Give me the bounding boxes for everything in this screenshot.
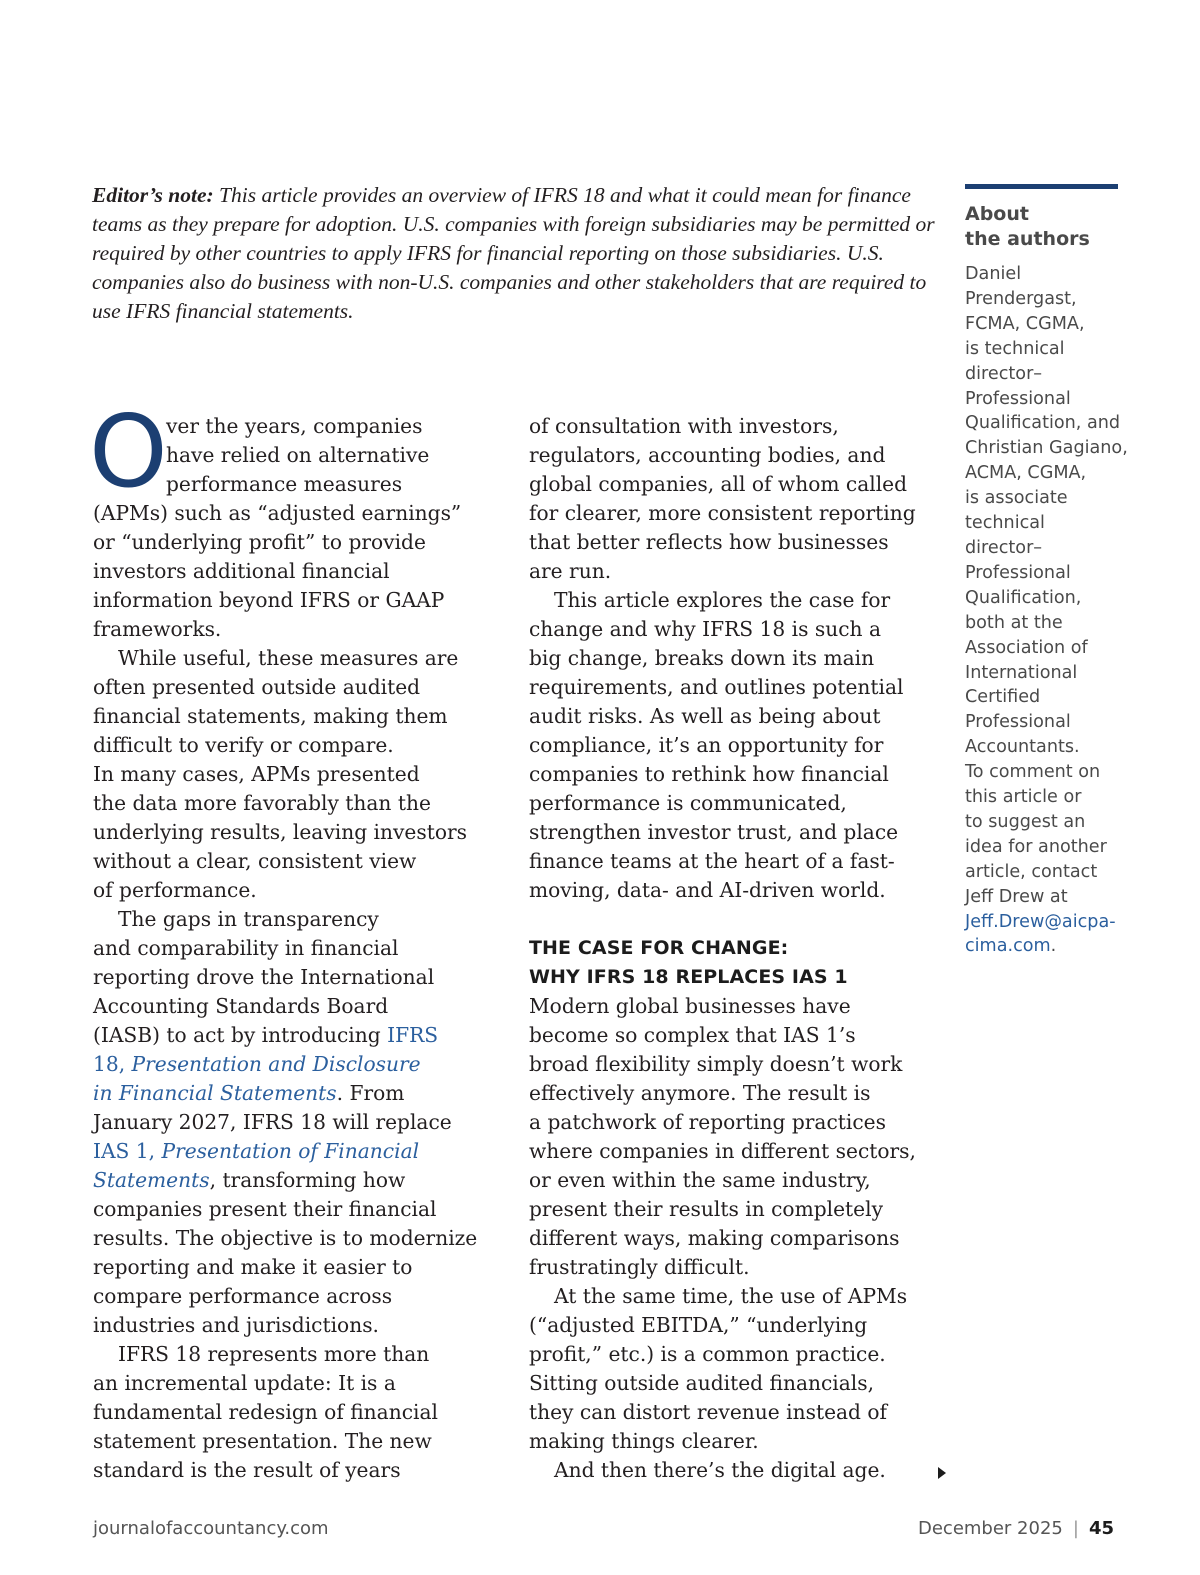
sidebar-line: this article or [965, 787, 1082, 808]
ias1-link-title: Presentation of Financial [161, 1139, 420, 1163]
text-line: And then there’s the digital age. [554, 1458, 886, 1482]
text-line: global companies, all of whom called [529, 472, 908, 496]
text-line: (APMs) such as “adjusted earnings” [93, 501, 462, 525]
text-line: frameworks. [93, 617, 222, 641]
sidebar-rule [965, 184, 1118, 189]
article-column-middle [529, 412, 949, 1485]
text-line: broad flexibility simply doesn’t work [529, 1052, 903, 1076]
text-line: January 2027, IFRS 18 will replace [93, 1110, 452, 1134]
sidebar-line: International [965, 662, 1078, 683]
blank-line [529, 905, 949, 934]
sidebar-line: both at the [965, 612, 1063, 633]
text-line: profit,” etc.) is a common practice. [529, 1342, 886, 1366]
text-line: financial statements, making them [93, 704, 448, 728]
email-link[interactable]: cima.com [965, 936, 1051, 957]
text-line: standard is the result of years [93, 1458, 401, 1482]
sidebar-line: Prendergast, [965, 288, 1077, 309]
text-line: The gaps in transparency [118, 907, 379, 931]
text-line [93, 1166, 513, 1195]
sidebar-line: Daniel [965, 264, 1022, 284]
sidebar-line: is technical [965, 338, 1065, 359]
text-line: an incremental update: It is a [93, 1371, 396, 1395]
sidebar-title [965, 202, 1125, 252]
text-line: are run. [529, 559, 612, 583]
text-line: of performance. [93, 878, 257, 902]
text-line: big change, breaks down its main [529, 646, 875, 670]
text-line: requirements, and outlines potential [529, 675, 904, 699]
text-line: Modern global businesses have [529, 994, 851, 1018]
text-line: and comparability in financial [93, 936, 399, 960]
sidebar-line: Accountants. [965, 737, 1080, 758]
sidebar-line: idea for another [965, 836, 1107, 857]
text-line: While useful, these measures are [118, 646, 459, 670]
sidebar-line: FCMA, CGMA, [965, 313, 1085, 334]
ifrs18-link[interactable]: 18, [93, 1052, 132, 1076]
text-line: statement presentation. The new [93, 1429, 432, 1453]
sidebar-line: Christian Gagiano, [965, 438, 1128, 459]
text-line: finance teams at the heart of a fast- [529, 849, 895, 873]
text-line: reporting and make it easier to [93, 1255, 413, 1279]
text-line: of consultation with investors, [529, 414, 839, 438]
sidebar-line: Qualification, and [965, 413, 1121, 434]
article-column-left [93, 412, 513, 1485]
sidebar-line: Professional [965, 712, 1071, 733]
text-line: compare performance across [93, 1284, 393, 1308]
text-line: difficult to verify or compare. [93, 733, 394, 757]
text-line: investors additional financial [93, 559, 390, 583]
text-line: In many cases, APMs presented [93, 762, 420, 786]
text-line: companies present their financial [93, 1197, 437, 1221]
section-heading: WHY IFRS 18 REPLACES IAS 1 [529, 966, 848, 988]
text-line: Accounting Standards Board [93, 994, 389, 1018]
email-link[interactable]: Jeff.Drew@aicpa- [965, 911, 1116, 932]
footer-page-info [918, 1518, 1114, 1539]
text-line: performance measures [166, 472, 403, 496]
sidebar-line: director– [965, 363, 1043, 384]
sidebar-line [965, 910, 1135, 935]
sidebar-line: To comment on [965, 762, 1101, 783]
text-fragment: . From [336, 1081, 405, 1105]
text-line: underlying results, leaving investors [93, 820, 467, 844]
editors-note [92, 181, 947, 326]
sidebar-line: Professional [965, 388, 1071, 409]
email-period: . [1050, 936, 1057, 957]
drop-cap: O [89, 393, 168, 510]
editors-note-text: This article provides an overview of IFRS 18 and what it could mean for finance teams as they prepare for adoption. U.S. companies with foreign subsidiaries may be permitted or required by other countries to apply IFRS for financial reporting on those subsidiaries. U.S. companies also do business with non-U.S. companies and other stakeholders that are required to use IFRS financial statements. [92, 183, 935, 323]
text-line: for clearer, more consistent reporting [529, 501, 916, 525]
text-line: become so complex that IAS 1’s [529, 1023, 856, 1047]
text-line [93, 1050, 513, 1079]
sidebar-line: article, contact [965, 861, 1098, 882]
text-line: without a clear, consistent view [93, 849, 417, 873]
text-line: industries and jurisdictions. [93, 1313, 379, 1337]
text-line: audit risks. As well as being about [529, 704, 881, 728]
text-line: ver the years, companies [166, 414, 423, 438]
footer-date: December 2025 [917, 1518, 1063, 1539]
sidebar-line: Association of [965, 637, 1088, 658]
ias1-link[interactable] [93, 1168, 210, 1192]
text-line: compliance, it’s an opportunity for [529, 733, 884, 757]
sidebar-line: Professional [965, 562, 1071, 583]
text-line: making things clearer. [529, 1429, 759, 1453]
ias1-link[interactable]: IAS 1, [93, 1139, 162, 1163]
sidebar-line: to suggest an [965, 811, 1086, 832]
sidebar-line: director– [965, 537, 1043, 558]
ifrs18-link-title: Presentation and Disclosure [131, 1052, 421, 1076]
text-line: companies to rethink how financial [529, 762, 889, 786]
sidebar-title-line: the authors [965, 228, 1090, 250]
text-line: a patchwork of reporting practices [529, 1110, 886, 1134]
sidebar-line: technical [965, 513, 1045, 534]
text-line: or even within the same industry, [529, 1168, 871, 1192]
section-heading: THE CASE FOR CHANGE: [529, 937, 789, 959]
sidebar-line: ACMA, CGMA, [965, 463, 1087, 484]
text-line: performance is communicated, [529, 791, 847, 815]
ifrs18-link[interactable] [132, 1052, 421, 1076]
continue-arrow-icon [938, 1467, 946, 1479]
sidebar-line: Jeff Drew at [965, 886, 1068, 907]
sidebar-title-line: About [965, 203, 1029, 225]
text-line [93, 1021, 513, 1050]
text-line: they can distort revenue instead of [529, 1400, 888, 1424]
text-line: different ways, making comparisons [529, 1226, 900, 1250]
text-line: the data more favorably than the [93, 791, 431, 815]
text-line [93, 1079, 513, 1108]
ifrs18-link-title: in Financial Statements [93, 1081, 337, 1105]
text-line: have relied on alternative [166, 443, 430, 467]
text-line: regulators, accounting bodies, and [529, 443, 886, 467]
text-line: information beyond IFRS or GAAP [93, 588, 445, 612]
ifrs18-link[interactable] [93, 1081, 337, 1105]
about-authors-body [965, 262, 1135, 959]
text-line [93, 1137, 513, 1166]
sidebar-line [965, 934, 1135, 959]
editors-note-lead: Editor’s note: [92, 183, 214, 207]
text-fragment: , transforming how [209, 1168, 406, 1192]
text-line: where companies in different sectors, [529, 1139, 916, 1163]
text-line: moving, data- and AI-driven world. [529, 878, 886, 902]
text-line: or “underlying profit” to provide [93, 530, 426, 554]
text-line: strengthen investor trust, and place [529, 820, 899, 844]
sidebar-line: is associate [965, 488, 1068, 509]
text-line: present their results in completely [529, 1197, 883, 1221]
text-line: fundamental redesign of financial [93, 1400, 438, 1424]
ias1-link[interactable] [161, 1139, 419, 1163]
footer-url: journalofaccountancy.com [93, 1518, 329, 1539]
text-line: reporting drove the International [93, 965, 435, 989]
text-line: (“adjusted EBITDA,” “underlying [529, 1313, 868, 1337]
text-fragment: (IASB) to act by introducing [93, 1023, 388, 1047]
text-line: This article explores the case for [554, 588, 891, 612]
sidebar-line: Qualification, [965, 587, 1082, 608]
text-line: results. The objective is to modernize [93, 1226, 478, 1250]
footer-separator: | [1072, 1518, 1079, 1539]
sidebar-line: Certified [965, 687, 1041, 708]
text-line: At the same time, the use of APMs [554, 1284, 908, 1308]
text-line: change and why IFRS 18 is such a [529, 617, 881, 641]
text-line: frustratingly difficult. [529, 1255, 750, 1279]
ias1-link-title: Statements [93, 1168, 210, 1192]
text-line: IFRS 18 represents more than [118, 1342, 430, 1366]
ifrs18-link[interactable]: IFRS [387, 1023, 439, 1047]
text-line: Sitting outside audited financials, [529, 1371, 875, 1395]
text-line: often presented outside audited [93, 675, 421, 699]
page-number: 45 [1088, 1518, 1114, 1539]
text-line: that better reflects how businesses [529, 530, 889, 554]
text-line: effectively anymore. The result is [529, 1081, 871, 1105]
